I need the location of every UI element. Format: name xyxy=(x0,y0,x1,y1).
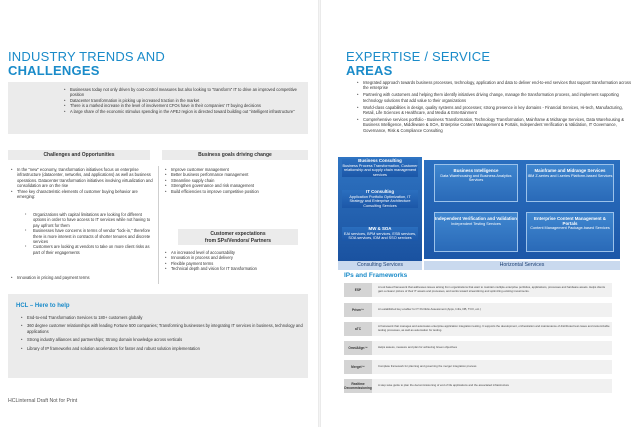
challenge-subitem: • Businesses have concerns in terms of vendor "lock-in," therefore there is more interest in contracts of shorter tenures and discrete services xyxy=(31,228,155,244)
intro-box xyxy=(8,82,308,134)
column-divider xyxy=(158,166,159,284)
ip-desc: A framework that manages and automates enterprise application integration testing. It supports the development, orchestration and maintenance of distributed test cases and customizable testing processes, as well as automation for testing. xyxy=(378,324,610,332)
expectation-item: • An increased level of accountability xyxy=(171,250,313,255)
it-consulting-text: Application Portfolio Optimization, IT Strategy and Enterprise Architecture Consulting Services xyxy=(349,194,411,208)
ip-tag: aTC xyxy=(344,322,372,336)
hcl-help-title: HCL – Here to help xyxy=(16,303,70,309)
expectations-header-line2: from SPs/Vendors/ Partners xyxy=(204,237,272,244)
expectation-item: • Flexible payment terms xyxy=(171,261,313,266)
ip-row xyxy=(344,379,612,393)
challenges-list xyxy=(12,167,153,199)
mainframe-text: IBM Z-series and I-series Platform-based Services xyxy=(527,173,613,178)
ip-row xyxy=(344,322,612,336)
ecm-text: Content Management Package-based Services xyxy=(530,226,610,231)
intro-bullet: • There is a marked increase in the level of involvement CFOs have in their companies' IT buying decisions xyxy=(70,103,308,108)
ivv-block xyxy=(434,212,518,252)
right-title-line2: AREAS xyxy=(346,63,393,78)
ip-desc: Complete framework for planning and governing the merger integration process xyxy=(378,364,477,369)
ip-tag: Merget™ xyxy=(344,360,372,374)
consulting-services-label: Consulting Services xyxy=(338,261,422,270)
ip-desc: An established key enabler for IT Portfolio Assessment (Apps, Infra, DB, TCO, etc.) xyxy=(378,307,481,312)
expectations-header-line1: Customer expectations xyxy=(210,231,266,237)
hcl-help-item: • Strong industry alliances and partnerships; Strong domain knowledge across verticals xyxy=(27,337,307,342)
ip-desc: A step-wise guide to plan the decommissioning of end of life applications and the associated infrastructure xyxy=(378,383,510,388)
business-intelligence-block xyxy=(434,164,518,202)
hcl-help-item: • 360 degree customer relationships with leading Fortune 500 companies; Transforming businesses by integrating IT services in business, technology and applications xyxy=(27,323,307,334)
ip-desc: A tool based framework that addresses issues arising from organizations that want to maintain multiple enterprise portfolios, applications, processes and hardware assets. Helps clients gain a clearer picture of their IT assets and processes, and works toward streamlining and optimizing existing investments. xyxy=(378,285,605,293)
intro-bullet: • Datacenter transformation is picking up increased traction in the market xyxy=(70,98,308,103)
ip-row xyxy=(344,360,612,374)
intro-bullet: • Businesses today not only driven by cost-control measures but also looking to "transform" IT to drive an improved competitive position xyxy=(70,87,308,98)
right-title-line1: EXPERTISE / SERVICE xyxy=(346,49,491,64)
expertise-bullet: • Integrated approach towards business processes, technology, application and data to deliver end-to-end services that support transformation across the enterprise xyxy=(363,80,635,91)
challenge-subitem: • Organizations with capital limitations are looking for different options in order to have access to IT services while not having to pay upfront for them xyxy=(31,212,155,228)
ip-tag: Realtime Decommissioning xyxy=(344,379,372,393)
footer-note: HCLinternal Draft Not for Print xyxy=(8,398,78,404)
left-title-line2: CHALLENGES xyxy=(8,63,100,78)
driver-item: • Improve customer management xyxy=(171,167,311,172)
drivers-list xyxy=(166,167,311,194)
challenges-header: Challenges and Opportunities xyxy=(8,150,150,160)
driver-item: • Better business performance management xyxy=(171,172,311,177)
challenge-item: • Innovation in pricing and payment terms xyxy=(17,275,153,280)
hcl-help-item: • Library of IP frameworks and solution accelerators for faster and robust solution implementation xyxy=(27,346,307,351)
drivers-header: Business goals driving change xyxy=(162,150,308,160)
expectation-item: • Innovation in process and delivery xyxy=(171,255,313,260)
horizontal-services-label: Horizontal Services xyxy=(424,261,620,270)
ivv-text: Independent Testing Services xyxy=(451,221,501,226)
ip-row xyxy=(344,341,612,355)
ip-tag: ESP xyxy=(344,283,372,297)
expertise-bullet: • Partnering with customers and helping them identify initiatives driving change, manage the transformation process, and implement supporting technology solutions that add value to their organizations xyxy=(363,92,635,103)
expertise-bullet: • World-class capabilities in design, quality systems and processes; strong presence in key domains - Financial Services, Hi-tech, Manufacturing, Retail, Life Sciences & Healthcare, and Media & Entertainment xyxy=(363,105,635,116)
ip-frameworks-title: IPs and Frameworks xyxy=(344,272,408,279)
hcl-help-item: • End-to-end Transformation Services to 180+ customers globally xyxy=(27,315,307,320)
challenges-sublist xyxy=(22,212,155,255)
challenge-subitem: • Customers are looking at vendors to take on more client risks as part of their engagements xyxy=(31,244,155,255)
challenge-item: • In the "new" economy, transformation initiatives focus on enterprise infrastructure (datacenter, networks, and applications) as well as business operations. Datacenter transformation initiatives involving virtualization and consolidation are on the rise xyxy=(17,167,153,189)
driver-item: • Build efficiencies to improve competitive position xyxy=(171,189,311,194)
expectation-item: • Technical depth and vision for IT transformation xyxy=(171,266,313,271)
business-consulting-title: Business Consulting xyxy=(358,158,402,163)
expertise-bullets xyxy=(354,80,635,133)
hcl-help-box xyxy=(8,294,308,378)
mw-soa-title: MW & SOA xyxy=(368,226,392,231)
ivv-title: Independent Verification and Validation xyxy=(435,216,517,221)
challenges-last-list xyxy=(12,275,153,280)
ip-row xyxy=(344,303,612,317)
business-consulting-block xyxy=(342,159,418,177)
ip-row xyxy=(344,283,612,297)
intro-bullet: • A large share of the economic stimulus spending in the APEJ region is directed toward building out "intelligent infrastructure" xyxy=(70,109,308,114)
mainframe-block xyxy=(526,164,614,202)
driver-item: • Streamline supply chain xyxy=(171,178,311,183)
mainframe-title: Mainframe and Midrange Services xyxy=(534,168,606,173)
mw-soa-block xyxy=(342,227,418,241)
page-gutter xyxy=(318,0,321,427)
it-consulting-block xyxy=(342,190,418,208)
ip-tag: OmniAlign™ xyxy=(344,341,372,355)
mw-soa-text: EAI services, BPM services, ESB services, SOA services, IDM and SSO services xyxy=(343,231,417,241)
expertise-bullet: • Comprehensive services portfolio - Business Transformation, Technology Transformation, Mainframe & Midrange Services, Data Warehousing & Business Intelligence, Middleware & SOA, Enterprise Content Management & Portals, Independent Verification & Validation, IT Governance, Governance, Risk & Compliance Consulting xyxy=(363,117,635,133)
it-consulting-title: IT Consulting xyxy=(365,189,395,194)
driver-item: • Strengthen governance and risk management xyxy=(171,183,311,188)
business-consulting-text: Business Process Transformation, Customer relationship and supply chain management services xyxy=(342,163,418,177)
expectations-header xyxy=(178,229,298,245)
expectations-list xyxy=(166,250,313,272)
ip-desc: Helps assess, measure and plan for achieving Green objectives xyxy=(378,345,457,350)
challenge-item: • Three key characteristic elements of customer buying behavior are emerging: xyxy=(17,189,153,200)
ip-tag: Prism™ xyxy=(344,303,372,317)
ecm-block xyxy=(526,212,614,252)
business-intelligence-text: Data Warehousing and Business Analytics Services xyxy=(440,173,512,183)
left-title-line1: INDUSTRY TRENDS AND xyxy=(8,49,165,64)
hcl-help-list xyxy=(22,315,307,351)
business-intelligence-title: Business Intelligence xyxy=(453,168,499,173)
intro-bullets xyxy=(61,87,308,114)
ecm-title: Enterprise Content Management & Portals xyxy=(534,216,606,226)
